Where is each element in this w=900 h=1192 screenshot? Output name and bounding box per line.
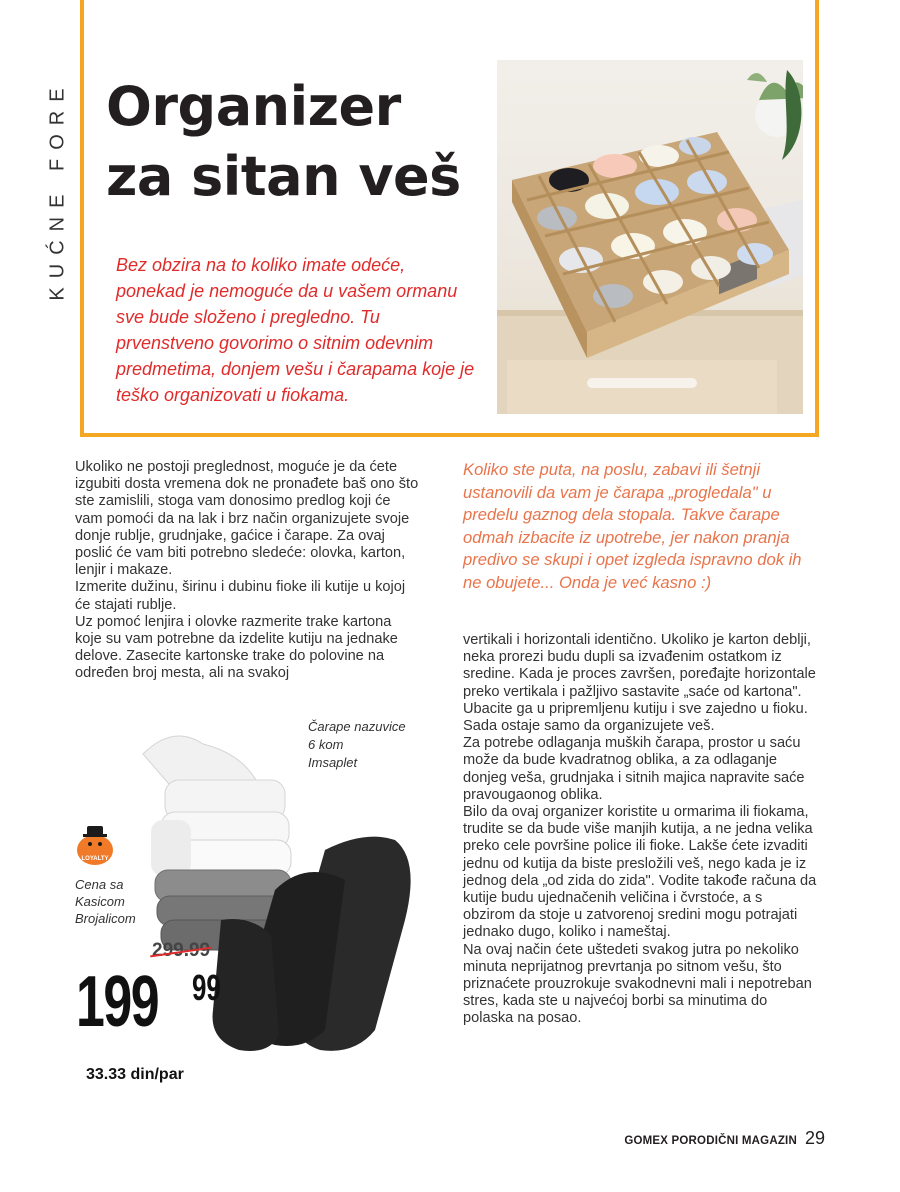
product-brand: Imsaplet (308, 755, 358, 770)
page-footer (624, 1128, 825, 1149)
body-column-1 (75, 459, 420, 683)
price-caption (75, 876, 136, 927)
price-caption-line: Brojalicom (75, 911, 136, 926)
page-title (106, 72, 461, 212)
body-column-2 (463, 632, 818, 1028)
body-paragraph: Uz pomoć lenjira i olovke razmerite trake kartona koje su vam potrebne da izdelite kutiju na jednake delove. Zasecite kartonske trake do polovine na određen broj mesta, ali na svakoj (75, 613, 398, 682)
body-paragraph: Za potrebe odlaganja muških čarapa, prostor u saću može da bude kvadratnog oblika, a za odlaganje donjeg veša, grudnjaka i sitnih majica napravite saće pravougaonog oblika. (463, 735, 805, 803)
organizer-box-illustration (497, 60, 803, 414)
title-line-1: Organizer (106, 75, 401, 138)
piggy-bank-icon (75, 822, 115, 868)
body-paragraph: vertikali i horizontali identično. Ukoliko je karton deblji, neka prorezi budu dupli sa izvađenim ostatkom iz sredine. Kada je proces završen, poređajte horizontale preko vertikala i pažljivo sastavite „saće od kartona". Ubacite ga u pripremljenu kutiju i sve zajedno u fioku. (463, 632, 816, 717)
body-paragraph: Na ovaj način ćete uštedeti svakog jutra po nekoliko minuta neprijatnog prevrtanja po sitnom vešu, što priznaćete prouzrokuje svakodnevni mali i nepotreban stres, kada ste u najvećoj borbi sa minutima do polaska na posao. (463, 941, 812, 1027)
unit-price: 33.33 din/par (86, 1066, 184, 1083)
magazine-name: GOMEX PORODIČNI MAGAZIN (624, 1135, 797, 1147)
body-paragraph: Ukoliko ne postoji preglednost, moguće je da ćete izgubiti dosta vremena dok ne pronađete baš ono što ste zamislili, stoga vam donosimo predlog koji će vam pomoći da na lak i brz način organizujete svoje donje rublje, grudnjake, gaćice i čarape. Za ovaj poslić će vam biti potrebno sledeće: olovka, karton, lenjir i makaze. (75, 459, 419, 579)
product-caption (308, 718, 406, 772)
loyalty-badge (75, 822, 115, 868)
intro-paragraph: Bez obzira na to koliko imate odeće, ponekad je nemoguće da u vašem ormanu sve bude složeno i pregledno. Tu prvenstveno govorimo o sitnim odevnim predmetima, donjem vešu i čarapama koje je teško organizovati u fiokama. (116, 255, 475, 405)
pull-quote: Koliko ste puta, na poslu, zabavi ili šetnji ustanovili da vam je čarapa „progledala" u predelu gaznog dela stopala. Takve čarape odmah izbacite iz upotrebe, jer nakon pranja predivo se skupi i opet izgleda ispravno dok ih ne obujete... Onda je već kasno :) (463, 460, 802, 592)
product-name: Čarape nazuvice (308, 719, 406, 734)
section-label (28, 75, 88, 305)
price-integer: 199 (76, 962, 159, 1042)
page-number: 29 (804, 1128, 825, 1148)
socks-illustration (125, 720, 425, 1070)
body-paragraph: Izmerite dužinu, širinu i dubinu fioke ili kutije u kojoj će stajati rublje. (75, 579, 406, 613)
price-caption-line: Kasicom (75, 894, 125, 909)
title-line-2: za sitan veš (106, 145, 461, 208)
price-decimal: 99 (192, 967, 221, 1008)
hero-image-organizer-box (497, 60, 803, 414)
price-caption-line: Cena sa (75, 877, 124, 892)
product-quantity: 6 kom (308, 737, 344, 752)
loyalty-badge-text: LOYALTY (81, 856, 109, 862)
section-label-text: KUĆNE FORE (46, 79, 69, 301)
old-price: 299.99 (152, 940, 211, 961)
body-paragraph: Bilo da ovaj organizer koristite u ormarima ili fiokama, trudite se da bude više manjih kutija, a ne jedna velika preko cele površine police ili fioke. Lakše ćete izvaditi jednu od kutija da biste presložili veš, nego kada je iz jednog dela „od zida do zida". Vodite takođe računa da kutije budu ujednačenih veličina i čvrstoće, a s obzirom da stoje u zatvorenoj sredini mogu potrajati jednako dugo, koliko i nameštaj. (463, 804, 817, 941)
body-paragraph: Sada ostaje samo da organizujete veš. (463, 718, 715, 735)
product-image-socks (125, 720, 425, 1070)
